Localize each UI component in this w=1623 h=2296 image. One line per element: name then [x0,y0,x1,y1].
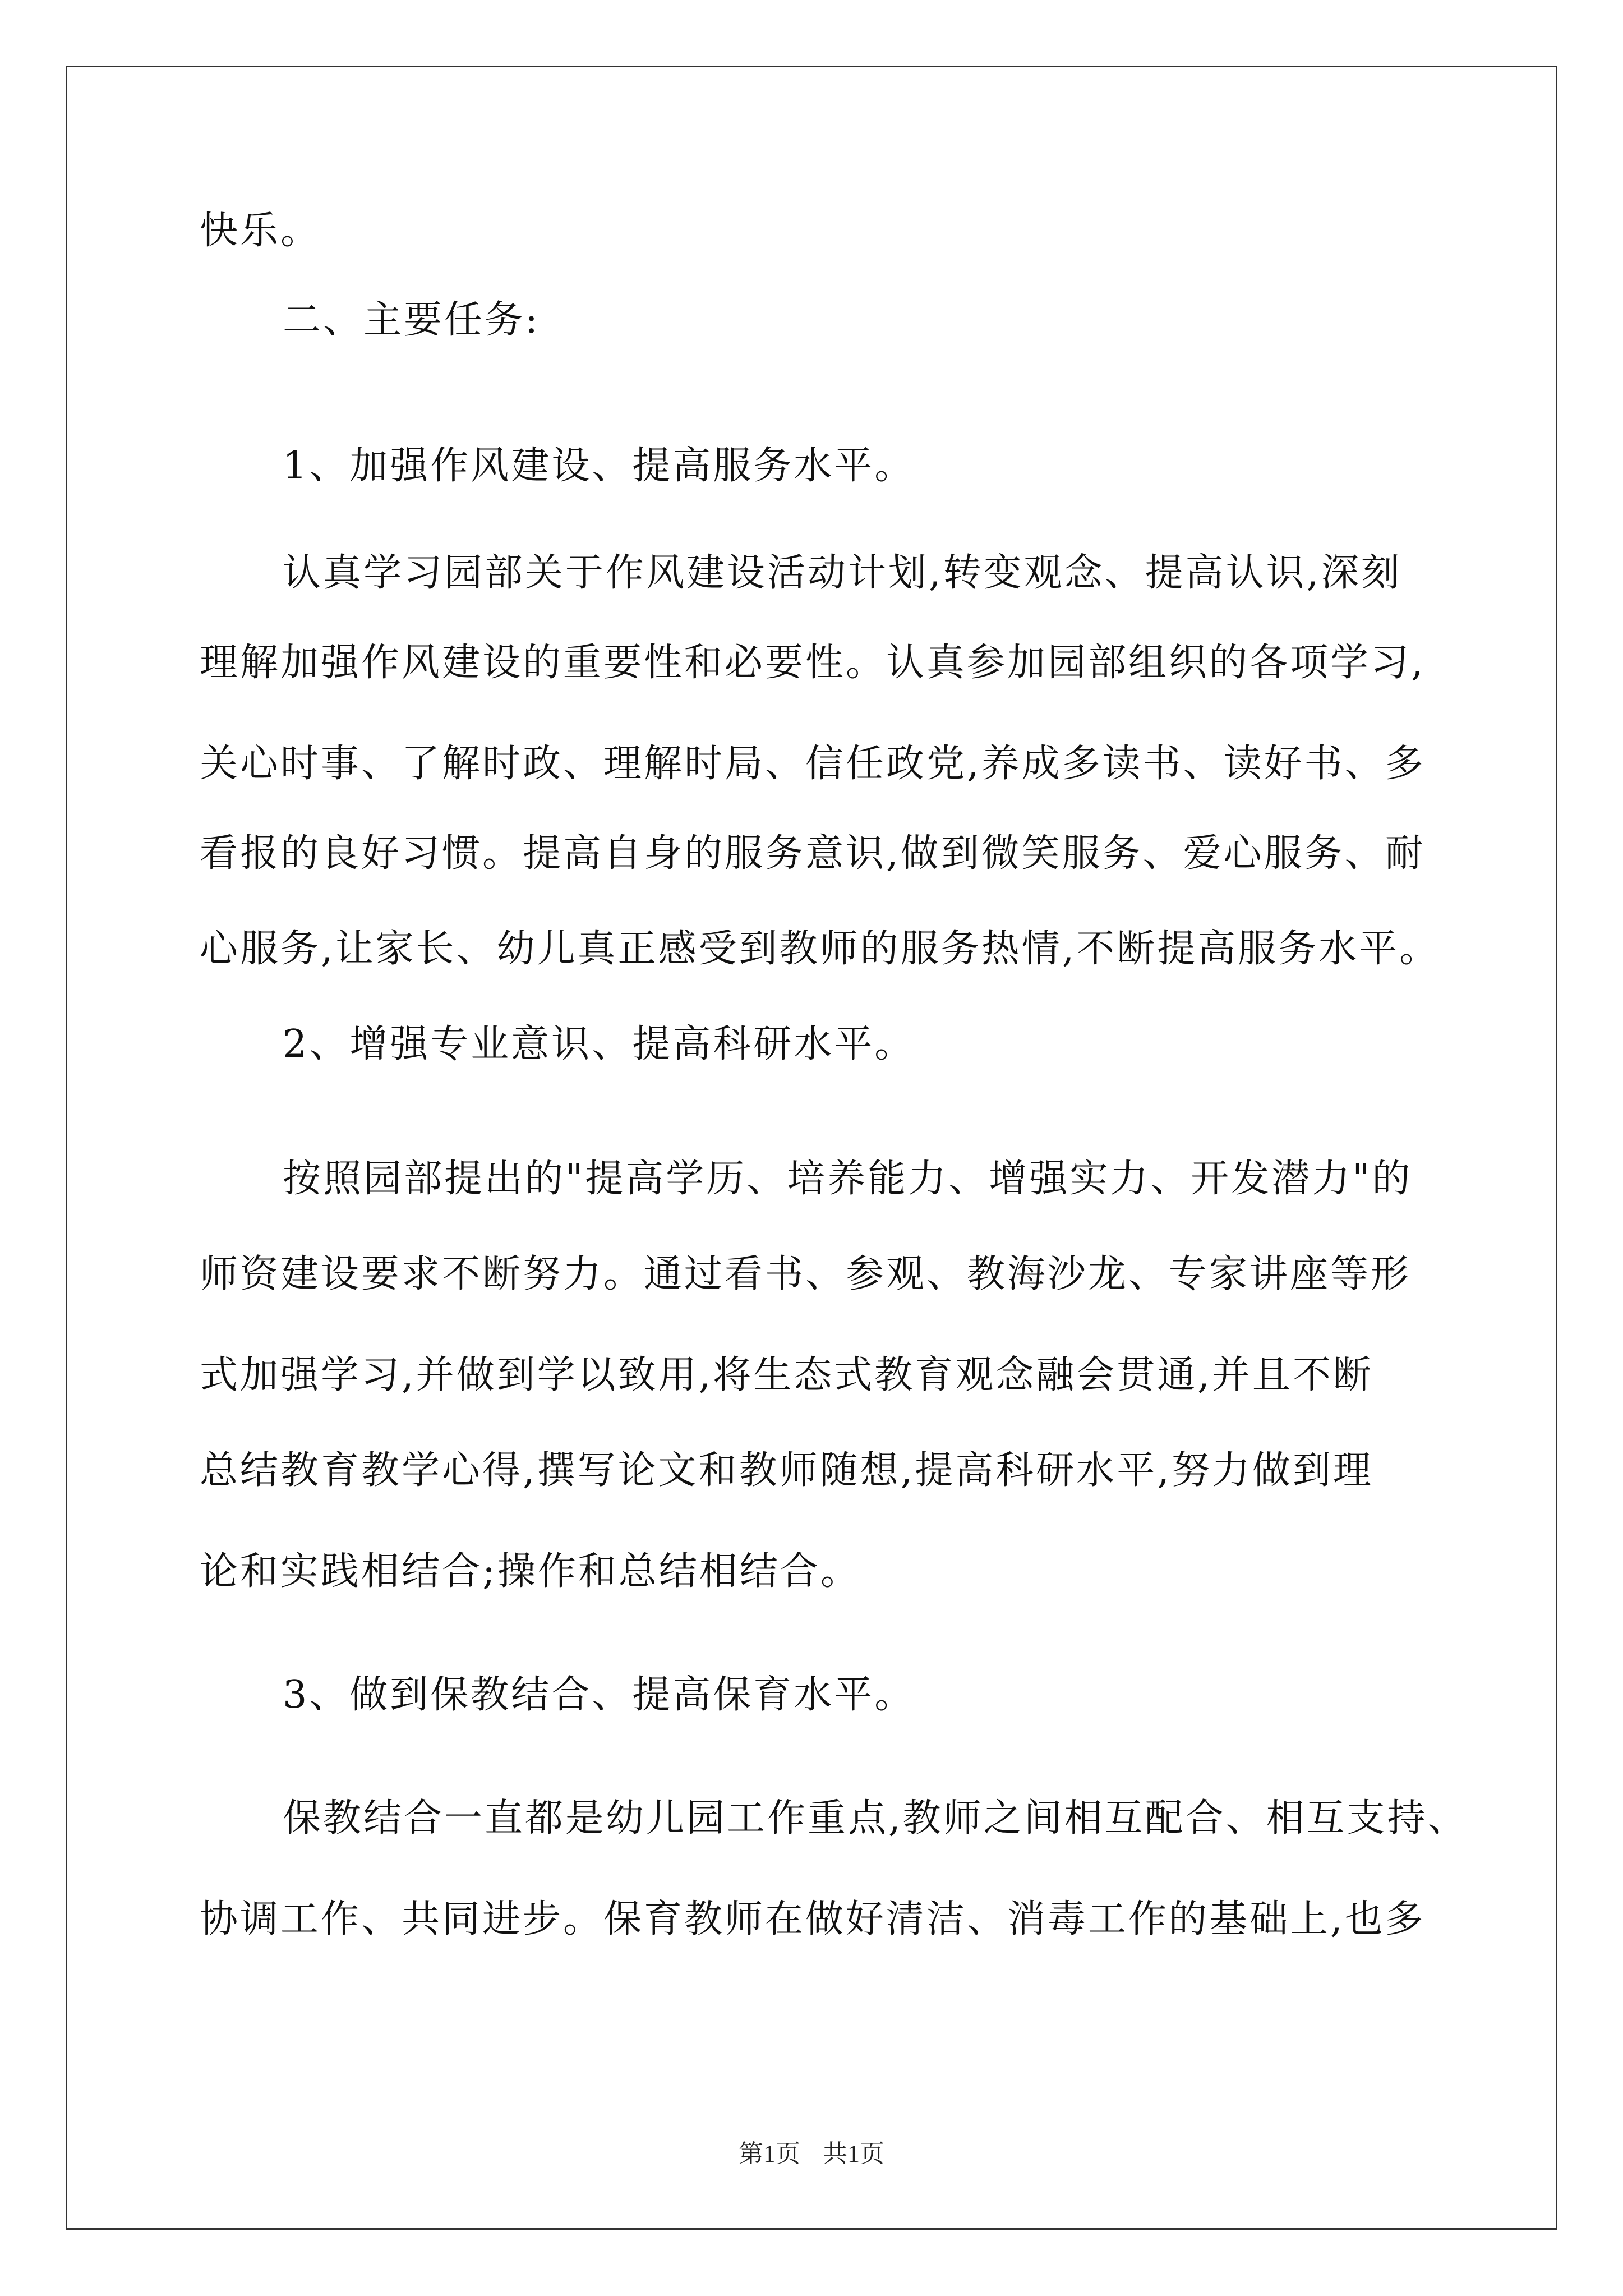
paragraph-line: 论和实践相结合;操作和总结相结合。 [200,1549,861,1594]
page-total: 共1页 [823,2140,884,2168]
paragraph-line: 看报的良好习惯。提高自身的服务意识,做到微笑服务、爱心服务、耐 [200,831,1426,876]
page-footer [0,2138,1623,2170]
page-number: 第1页 [739,2140,800,2168]
paragraph-line: 认真学习园部关于作风建设活动计划,转变观念、提高认识,深刻 [283,551,1402,595]
paragraph-line: 保教结合一直都是幼儿园工作重点,教师之间相互配合、相互支持、 [283,1796,1468,1841]
paragraph-line: 按照园部提出的"提高学历、培养能力、增强实力、开发潜力"的 [283,1157,1413,1201]
paragraph-line: 快乐。 [200,209,321,253]
paragraph-line: 关心时事、了解时政、理解时局、信任政党,养成多读书、读好书、多 [200,742,1426,786]
paragraph-line: 师资建设要求不断努力。通过看书、参观、教海沙龙、专家讲座等形 [200,1252,1412,1296]
paragraph-line: 理解加强作风建设的重要性和必要性。认真参加园部组织的各项学习, [200,641,1426,685]
paragraph-line: 式加强学习,并做到学以致用,将生态式教育观念融会贯通,并且不断 [200,1353,1373,1397]
subsection-heading: 2、增强专业意识、提高科研水平。 [283,1022,915,1066]
paragraph-line: 协调工作、共同进步。保育教师在做好清洁、消毒工作的基础上,也多 [200,1897,1426,1941]
subsection-heading: 3、做到保教结合、提高保育水平。 [283,1673,915,1717]
paragraph-line: 总结教育教学心得,撰写论文和教师随想,提高科研水平,努力做到理 [200,1448,1373,1493]
paragraph-line: 心服务,让家长、幼儿真正感受到教师的服务热情,不断提高服务水平。 [200,927,1440,971]
subsection-heading: 1、加强作风建设、提高服务水平。 [283,444,915,488]
section-heading: 二、主要任务: [283,298,540,342]
